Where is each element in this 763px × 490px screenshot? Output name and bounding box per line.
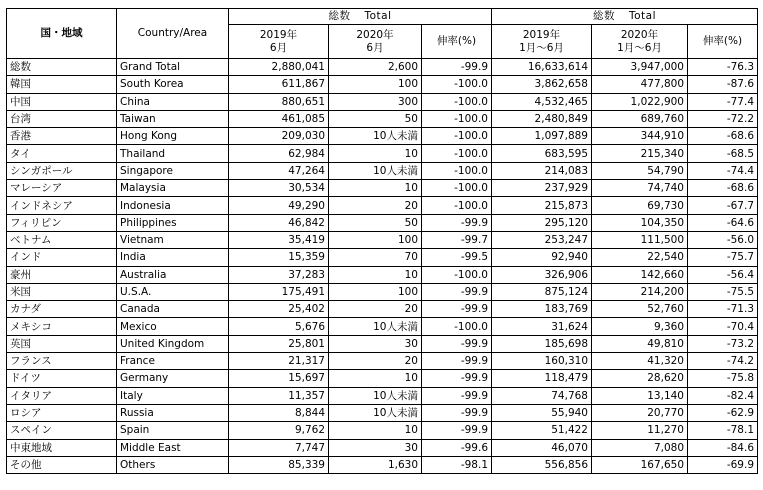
value-jun-2019: 175,491 [229, 283, 329, 300]
value-h1-2020: 214,200 [592, 283, 688, 300]
table-row [7, 283, 758, 300]
growth-h1: -74.2 [688, 353, 758, 370]
country-name-en: Hong Kong [117, 128, 229, 145]
table-row [7, 422, 758, 439]
value-h1-2019: 237,929 [492, 180, 592, 197]
growth-h1: -68.6 [688, 128, 758, 145]
visitor-statistics-table [6, 8, 758, 474]
country-name-jp: イタリア [7, 387, 117, 404]
growth-jun: -100.0 [422, 180, 492, 197]
value-jun-2020: 30 [329, 439, 422, 456]
growth-jun: -99.9 [422, 59, 492, 76]
value-jun-2020: 10 [329, 180, 422, 197]
country-name-en: Australia [117, 266, 229, 283]
value-jun-2020: 10人未満 [329, 404, 422, 421]
value-h1-2019: 2,480,849 [492, 110, 592, 127]
value-h1-2020: 1,022,900 [592, 93, 688, 110]
value-h1-2020: 52,760 [592, 301, 688, 318]
country-name-en: Taiwan [117, 110, 229, 127]
growth-h1: -87.6 [688, 76, 758, 93]
value-jun-2019: 62,984 [229, 145, 329, 162]
growth-jun: -100.0 [422, 266, 492, 283]
growth-jun: -100.0 [422, 162, 492, 179]
value-jun-2020: 100 [329, 231, 422, 248]
country-name-en: Germany [117, 370, 229, 387]
growth-jun: -99.7 [422, 231, 492, 248]
growth-h1: -71.3 [688, 301, 758, 318]
growth-jun: -100.0 [422, 110, 492, 127]
growth-h1: -73.2 [688, 335, 758, 352]
country-name-jp: 台湾 [7, 110, 117, 127]
table-row [7, 318, 758, 335]
value-h1-2019: 875,124 [492, 283, 592, 300]
table-row [7, 404, 758, 421]
country-name-en: France [117, 353, 229, 370]
header-total-june-en: Total [364, 10, 392, 22]
value-jun-2019: 30,534 [229, 180, 329, 197]
value-jun-2020: 20 [329, 353, 422, 370]
country-name-jp: 米国 [7, 283, 117, 300]
country-name-en: Vietnam [117, 231, 229, 248]
growth-h1: -78.1 [688, 422, 758, 439]
value-jun-2020: 20 [329, 301, 422, 318]
country-name-en: Spain [117, 422, 229, 439]
value-h1-2019: 160,310 [492, 353, 592, 370]
country-name-en: Singapore [117, 162, 229, 179]
growth-h1: -68.5 [688, 145, 758, 162]
table-row [7, 110, 758, 127]
value-jun-2020: 10人未満 [329, 128, 422, 145]
header-total-h1-jp: 総数 [592, 10, 615, 22]
country-name-en: Grand Total [117, 59, 229, 76]
growth-h1: -75.7 [688, 249, 758, 266]
header-total-h1 [492, 9, 758, 25]
header-jun-2020-month: 6月 [366, 41, 384, 54]
value-h1-2020: 11,270 [592, 422, 688, 439]
table-row [7, 59, 758, 76]
growth-h1: -82.4 [688, 387, 758, 404]
value-jun-2020: 10 [329, 145, 422, 162]
value-jun-2020: 10 [329, 422, 422, 439]
value-jun-2020: 100 [329, 76, 422, 93]
value-h1-2019: 183,769 [492, 301, 592, 318]
header-h1-2020-year: 2020年 [620, 28, 659, 41]
growth-h1: -69.9 [688, 456, 758, 473]
growth-h1: -62.9 [688, 404, 758, 421]
country-name-en: Thailand [117, 145, 229, 162]
table-row [7, 387, 758, 404]
value-jun-2019: 11,357 [229, 387, 329, 404]
value-jun-2020: 100 [329, 283, 422, 300]
value-h1-2019: 92,940 [492, 249, 592, 266]
value-jun-2020: 10人未満 [329, 387, 422, 404]
value-jun-2020: 70 [329, 249, 422, 266]
value-h1-2019: 214,083 [492, 162, 592, 179]
value-h1-2020: 49,810 [592, 335, 688, 352]
value-h1-2019: 683,595 [492, 145, 592, 162]
value-h1-2019: 51,422 [492, 422, 592, 439]
table-row [7, 76, 758, 93]
header-growth-jun: 伸率(%) [422, 25, 492, 59]
header-region-jp: 国・地域 [7, 9, 117, 59]
value-jun-2019: 85,339 [229, 456, 329, 473]
growth-h1: -75.5 [688, 283, 758, 300]
country-name-jp: その他 [7, 456, 117, 473]
value-jun-2019: 611,867 [229, 76, 329, 93]
value-jun-2019: 25,402 [229, 301, 329, 318]
value-jun-2019: 8,844 [229, 404, 329, 421]
growth-jun: -99.9 [422, 214, 492, 231]
country-name-jp: フランス [7, 353, 117, 370]
value-h1-2020: 41,320 [592, 353, 688, 370]
country-name-en: South Korea [117, 76, 229, 93]
value-jun-2020: 10人未満 [329, 162, 422, 179]
growth-jun: -100.0 [422, 128, 492, 145]
value-h1-2020: 74,740 [592, 180, 688, 197]
value-h1-2020: 142,660 [592, 266, 688, 283]
value-h1-2019: 4,532,465 [492, 93, 592, 110]
header-total-june-jp: 総数 [328, 10, 351, 22]
growth-jun: -99.6 [422, 439, 492, 456]
value-h1-2020: 104,350 [592, 214, 688, 231]
country-name-en: Others [117, 456, 229, 473]
growth-jun: -99.5 [422, 249, 492, 266]
value-jun-2019: 21,317 [229, 353, 329, 370]
country-name-jp: タイ [7, 145, 117, 162]
growth-jun: -99.9 [422, 387, 492, 404]
value-h1-2019: 118,479 [492, 370, 592, 387]
growth-h1: -72.2 [688, 110, 758, 127]
value-jun-2020: 50 [329, 214, 422, 231]
growth-jun: -99.9 [422, 422, 492, 439]
table-row [7, 249, 758, 266]
growth-jun: -99.9 [422, 335, 492, 352]
country-name-jp: インド [7, 249, 117, 266]
growth-jun: -100.0 [422, 76, 492, 93]
value-jun-2020: 300 [329, 93, 422, 110]
value-jun-2019: 25,801 [229, 335, 329, 352]
country-name-jp: ドイツ [7, 370, 117, 387]
value-h1-2020: 54,790 [592, 162, 688, 179]
header-jun-2019 [229, 25, 329, 59]
growth-h1: -77.4 [688, 93, 758, 110]
country-name-en: Indonesia [117, 197, 229, 214]
value-jun-2019: 5,676 [229, 318, 329, 335]
country-name-jp: 香港 [7, 128, 117, 145]
growth-h1: -70.4 [688, 318, 758, 335]
table-row [7, 214, 758, 231]
value-h1-2020: 69,730 [592, 197, 688, 214]
value-h1-2020: 689,760 [592, 110, 688, 127]
country-name-en: Middle East [117, 439, 229, 456]
growth-jun: -100.0 [422, 145, 492, 162]
growth-h1: -64.6 [688, 214, 758, 231]
value-h1-2020: 7,080 [592, 439, 688, 456]
country-name-en: Italy [117, 387, 229, 404]
table-row [7, 439, 758, 456]
country-name-jp: 英国 [7, 335, 117, 352]
table-row [7, 128, 758, 145]
value-h1-2019: 556,856 [492, 456, 592, 473]
value-h1-2019: 74,768 [492, 387, 592, 404]
growth-h1: -75.8 [688, 370, 758, 387]
header-total-h1-en: Total [628, 10, 657, 22]
country-name-en: Philippines [117, 214, 229, 231]
value-h1-2019: 295,120 [492, 214, 592, 231]
growth-h1: -56.4 [688, 266, 758, 283]
country-name-jp: メキシコ [7, 318, 117, 335]
value-h1-2020: 9,360 [592, 318, 688, 335]
growth-h1: -84.6 [688, 439, 758, 456]
value-h1-2019: 215,873 [492, 197, 592, 214]
table-row [7, 335, 758, 352]
growth-h1: -56.0 [688, 231, 758, 248]
value-h1-2020: 13,140 [592, 387, 688, 404]
growth-h1: -76.3 [688, 59, 758, 76]
country-name-jp: 中国 [7, 93, 117, 110]
value-h1-2020: 28,620 [592, 370, 688, 387]
growth-jun: -99.9 [422, 404, 492, 421]
country-name-jp: マレーシア [7, 180, 117, 197]
growth-jun: -99.9 [422, 301, 492, 318]
header-jun-2020 [329, 25, 422, 59]
value-jun-2020: 20 [329, 197, 422, 214]
table-row [7, 93, 758, 110]
country-name-jp: カナダ [7, 301, 117, 318]
header-jun-2019-year: 2019年 [259, 28, 298, 41]
value-jun-2020: 10 [329, 370, 422, 387]
header-growth-h1: 伸率(%) [688, 25, 758, 59]
header-region-en: Country/Area [117, 9, 229, 59]
header-h1-2020-period: 1月～6月 [617, 41, 662, 54]
value-h1-2020: 22,540 [592, 249, 688, 266]
country-name-en: U.S.A. [117, 283, 229, 300]
header-h1-2019 [492, 25, 592, 59]
value-jun-2019: 35,419 [229, 231, 329, 248]
value-h1-2020: 344,910 [592, 128, 688, 145]
country-name-jp: 中東地域 [7, 439, 117, 456]
growth-jun: -99.9 [422, 370, 492, 387]
growth-h1: -67.7 [688, 197, 758, 214]
country-name-en: United Kingdom [117, 335, 229, 352]
value-jun-2019: 15,697 [229, 370, 329, 387]
value-h1-2020: 477,800 [592, 76, 688, 93]
value-h1-2020: 111,500 [592, 231, 688, 248]
value-jun-2020: 10人未満 [329, 318, 422, 335]
table-body [7, 59, 758, 474]
value-jun-2020: 2,600 [329, 59, 422, 76]
header-h1-2019-period: 1月～6月 [519, 41, 564, 54]
value-h1-2020: 167,650 [592, 456, 688, 473]
value-h1-2019: 1,097,889 [492, 128, 592, 145]
table-row [7, 266, 758, 283]
country-name-jp: ベトナム [7, 231, 117, 248]
growth-jun: -100.0 [422, 197, 492, 214]
value-h1-2020: 3,947,000 [592, 59, 688, 76]
value-jun-2019: 209,030 [229, 128, 329, 145]
growth-jun: -100.0 [422, 93, 492, 110]
value-h1-2019: 326,906 [492, 266, 592, 283]
table-row [7, 197, 758, 214]
country-name-en: China [117, 93, 229, 110]
country-name-jp: インドネシア [7, 197, 117, 214]
table-row [7, 456, 758, 473]
country-name-jp: ロシア [7, 404, 117, 421]
growth-h1: -68.6 [688, 180, 758, 197]
value-jun-2019: 9,762 [229, 422, 329, 439]
table-row [7, 301, 758, 318]
growth-jun: -98.1 [422, 456, 492, 473]
country-name-en: Russia [117, 404, 229, 421]
value-jun-2019: 461,085 [229, 110, 329, 127]
table-row [7, 353, 758, 370]
country-name-en: Mexico [117, 318, 229, 335]
value-jun-2019: 47,264 [229, 162, 329, 179]
growth-h1: -74.4 [688, 162, 758, 179]
value-jun-2019: 37,283 [229, 266, 329, 283]
value-jun-2020: 1,630 [329, 456, 422, 473]
table-row [7, 162, 758, 179]
country-name-jp: 韓国 [7, 76, 117, 93]
value-h1-2019: 55,940 [492, 404, 592, 421]
value-h1-2020: 20,770 [592, 404, 688, 421]
table-row [7, 231, 758, 248]
growth-jun: -99.9 [422, 283, 492, 300]
table-row [7, 145, 758, 162]
value-jun-2019: 46,842 [229, 214, 329, 231]
growth-jun: -100.0 [422, 318, 492, 335]
value-h1-2019: 46,070 [492, 439, 592, 456]
country-name-en: Malaysia [117, 180, 229, 197]
header-jun-2020-year: 2020年 [356, 28, 394, 41]
value-jun-2020: 50 [329, 110, 422, 127]
country-name-jp: フィリピン [7, 214, 117, 231]
growth-jun: -99.9 [422, 353, 492, 370]
header-total-june [229, 9, 492, 25]
table-row [7, 370, 758, 387]
value-jun-2019: 880,651 [229, 93, 329, 110]
value-h1-2020: 215,340 [592, 145, 688, 162]
value-h1-2019: 253,247 [492, 231, 592, 248]
header-h1-2019-year: 2019年 [522, 28, 561, 41]
value-h1-2019: 16,633,614 [492, 59, 592, 76]
table-row [7, 180, 758, 197]
header-h1-2020 [592, 25, 688, 59]
value-jun-2019: 2,880,041 [229, 59, 329, 76]
value-jun-2020: 10 [329, 266, 422, 283]
value-h1-2019: 3,862,658 [492, 76, 592, 93]
country-name-en: India [117, 249, 229, 266]
value-jun-2019: 15,359 [229, 249, 329, 266]
country-name-jp: スペイン [7, 422, 117, 439]
value-jun-2019: 49,290 [229, 197, 329, 214]
header-jun-2019-month: 6月 [269, 41, 288, 54]
value-h1-2019: 185,698 [492, 335, 592, 352]
country-name-jp: シンガポール [7, 162, 117, 179]
country-name-jp: 総数 [7, 59, 117, 76]
country-name-en: Canada [117, 301, 229, 318]
value-h1-2019: 31,624 [492, 318, 592, 335]
country-name-jp: 豪州 [7, 266, 117, 283]
value-jun-2019: 7,747 [229, 439, 329, 456]
value-jun-2020: 30 [329, 335, 422, 352]
